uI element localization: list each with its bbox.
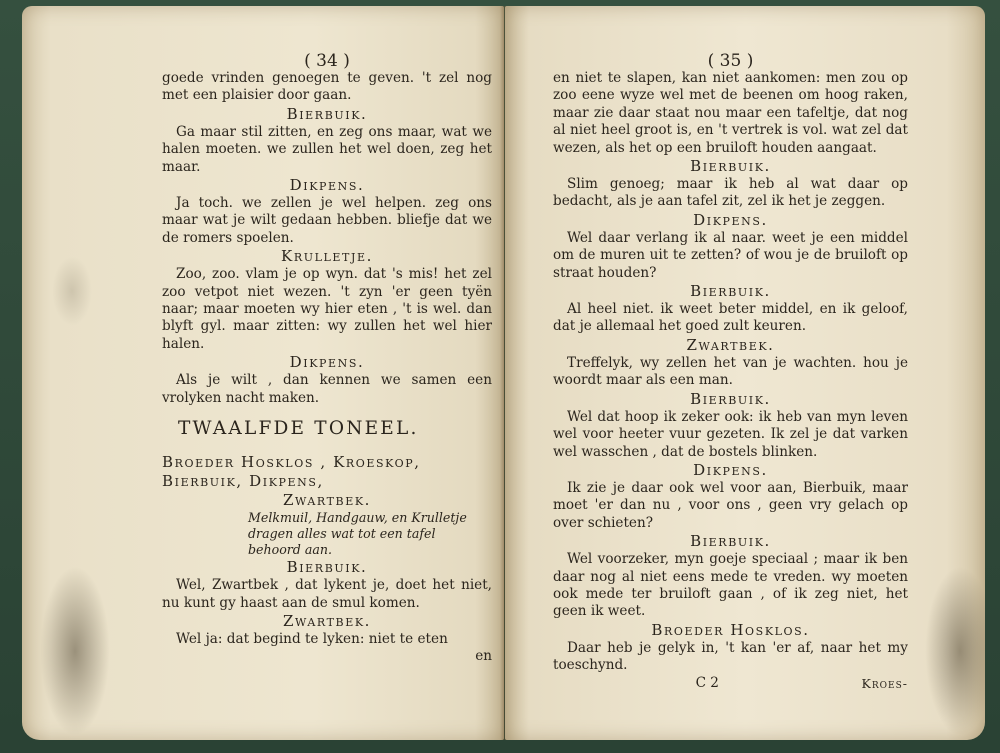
speaker-name: Broeder Hosklos. — [651, 620, 810, 639]
speaker-name: Bierbuik. — [690, 282, 771, 301]
page-footer — [553, 675, 908, 692]
dialogue-line: Wel daar verlang ik al naar. weet je een middel om de muren uit te zetten? of wou je de bruiloft op straat houden? — [553, 229, 908, 281]
dialogue-line: Wel ja: dat begind te lyken: niet te eten — [176, 630, 448, 647]
speaker-name: Zwartbek. — [282, 611, 372, 630]
foxing-stain — [52, 256, 92, 326]
speaker-name: Dikpens. — [693, 210, 768, 229]
left-page — [22, 6, 504, 740]
cast-list: Broeder Hosklos , Kroeskop, — [162, 453, 421, 472]
speaker-name: Dikpens. — [289, 176, 365, 195]
stage-direction: Melkmuil, Handgauw, en Krulletje dragen alles wat tot een tafel behoord aan. — [248, 510, 467, 558]
dialogue-line: en niet te slapen, kan niet aankomen: men zou op zoo eene wyze wel met de beenen om hoog raken, maar zie daar staat nou maar een tafeltje, dat nog al niet heel groot is, en 't vertrek is vol. wat zel dat wezen, als het op een bruiloft houden aangaat. — [553, 70, 908, 156]
page-number: ( 35 ) — [707, 51, 754, 71]
catchword: Kroes- — [861, 675, 908, 691]
dialogue-line: Wel voorzeker, myn goeje speciaal ; maar ik ben daar nog al niet eens mede te vreden. wy moeten ook mede ter bruiloft gaan , of ik zeg niet, het geen ik weet. — [553, 551, 908, 620]
left-page-text — [162, 50, 492, 666]
speaker-name: Bierbuik. — [286, 558, 368, 577]
dialogue-line: Treffelyk, wy zellen het van je wachten. hou je woordt maar als een man. — [553, 354, 908, 389]
dialogue-line: Daar heb je gelyk in, 't kan 'er af, naar het my toeschynd. — [553, 639, 908, 674]
speaker-name: Bierbuik. — [286, 104, 368, 123]
speaker-name: Bierbuik. — [690, 157, 771, 176]
dialogue-line: Ja toch. we zellen je wel helpen. zeg ons maar wat je wilt gedaan hebben. bliefje dat we de romers spoelen. — [162, 195, 492, 246]
page-number: ( 34 ) — [304, 51, 350, 71]
scene-heading: TWAALFDE TONEEL. — [178, 418, 419, 440]
speaker-name: Dikpens. — [289, 353, 365, 372]
speaker-name: Dikpens. — [693, 460, 768, 479]
dialogue-line: Al heel niet. ik weet beter middel, en ik geloof, dat je allemaal het goed zult keuren. — [553, 301, 908, 335]
signature-mark: C 2 — [695, 674, 719, 691]
dialogue-line: Ik zie je daar ook wel voor aan, Bierbuik, maar moet 'er dan nu , voor ons , geen vry gelach op over schieten? — [553, 479, 908, 531]
dialogue-line: Ga maar stil zitten, en zeg ons maar, wat we halen moeten. we zullen het wel doen, zeg het maar. — [162, 123, 492, 175]
speaker-name: Bierbuik. — [690, 532, 771, 551]
cast-list: Bierbuik, Dikpens, — [162, 472, 324, 491]
speaker-name: Bierbuik. — [690, 389, 771, 408]
right-page — [505, 6, 985, 740]
dialogue-line: Als je wilt , dan kennen we samen een vrolyken nacht maken. — [162, 372, 492, 406]
water-stain — [925, 566, 985, 736]
dialogue-line: Zoo, zoo. vlam je op wyn. dat 's mis! het zel zoo vetpot niet wezen. 't zyn 'er geen tyën naar; maar moeten wy hier eten , 't is wel. dan blyft gyl. maar zitten: wy zullen het wel hier halen. — [162, 266, 492, 352]
continuation-word: en — [475, 648, 492, 665]
right-page-text — [553, 50, 908, 692]
speaker-name: Zwartbek. — [686, 335, 775, 354]
dialogue-line: Wel dat hoop ik zeker ook: ik heb van myn leven wel voor heeter vuur gezeten. Ik zel je dat varken wel wasschen , dat de bostels blinken. — [553, 408, 908, 460]
cast-list: Zwartbek. — [282, 491, 372, 510]
dialogue-line: Slim genoeg; maar ik heb al wat daar op bedacht, als je aan tafel zit, zel ik het je zeggen. — [553, 176, 908, 210]
dialogue-line: goede vrinden genoegen te geven. 't zel nog met een plaisier door gaan. — [162, 70, 492, 104]
speaker-name: Krulletje. — [281, 247, 373, 266]
dialogue-line: Wel, Zwartbek , dat lykent je, doet het niet, nu kunt gy haast aan de smul komen. — [162, 577, 492, 611]
water-stain — [40, 566, 110, 736]
